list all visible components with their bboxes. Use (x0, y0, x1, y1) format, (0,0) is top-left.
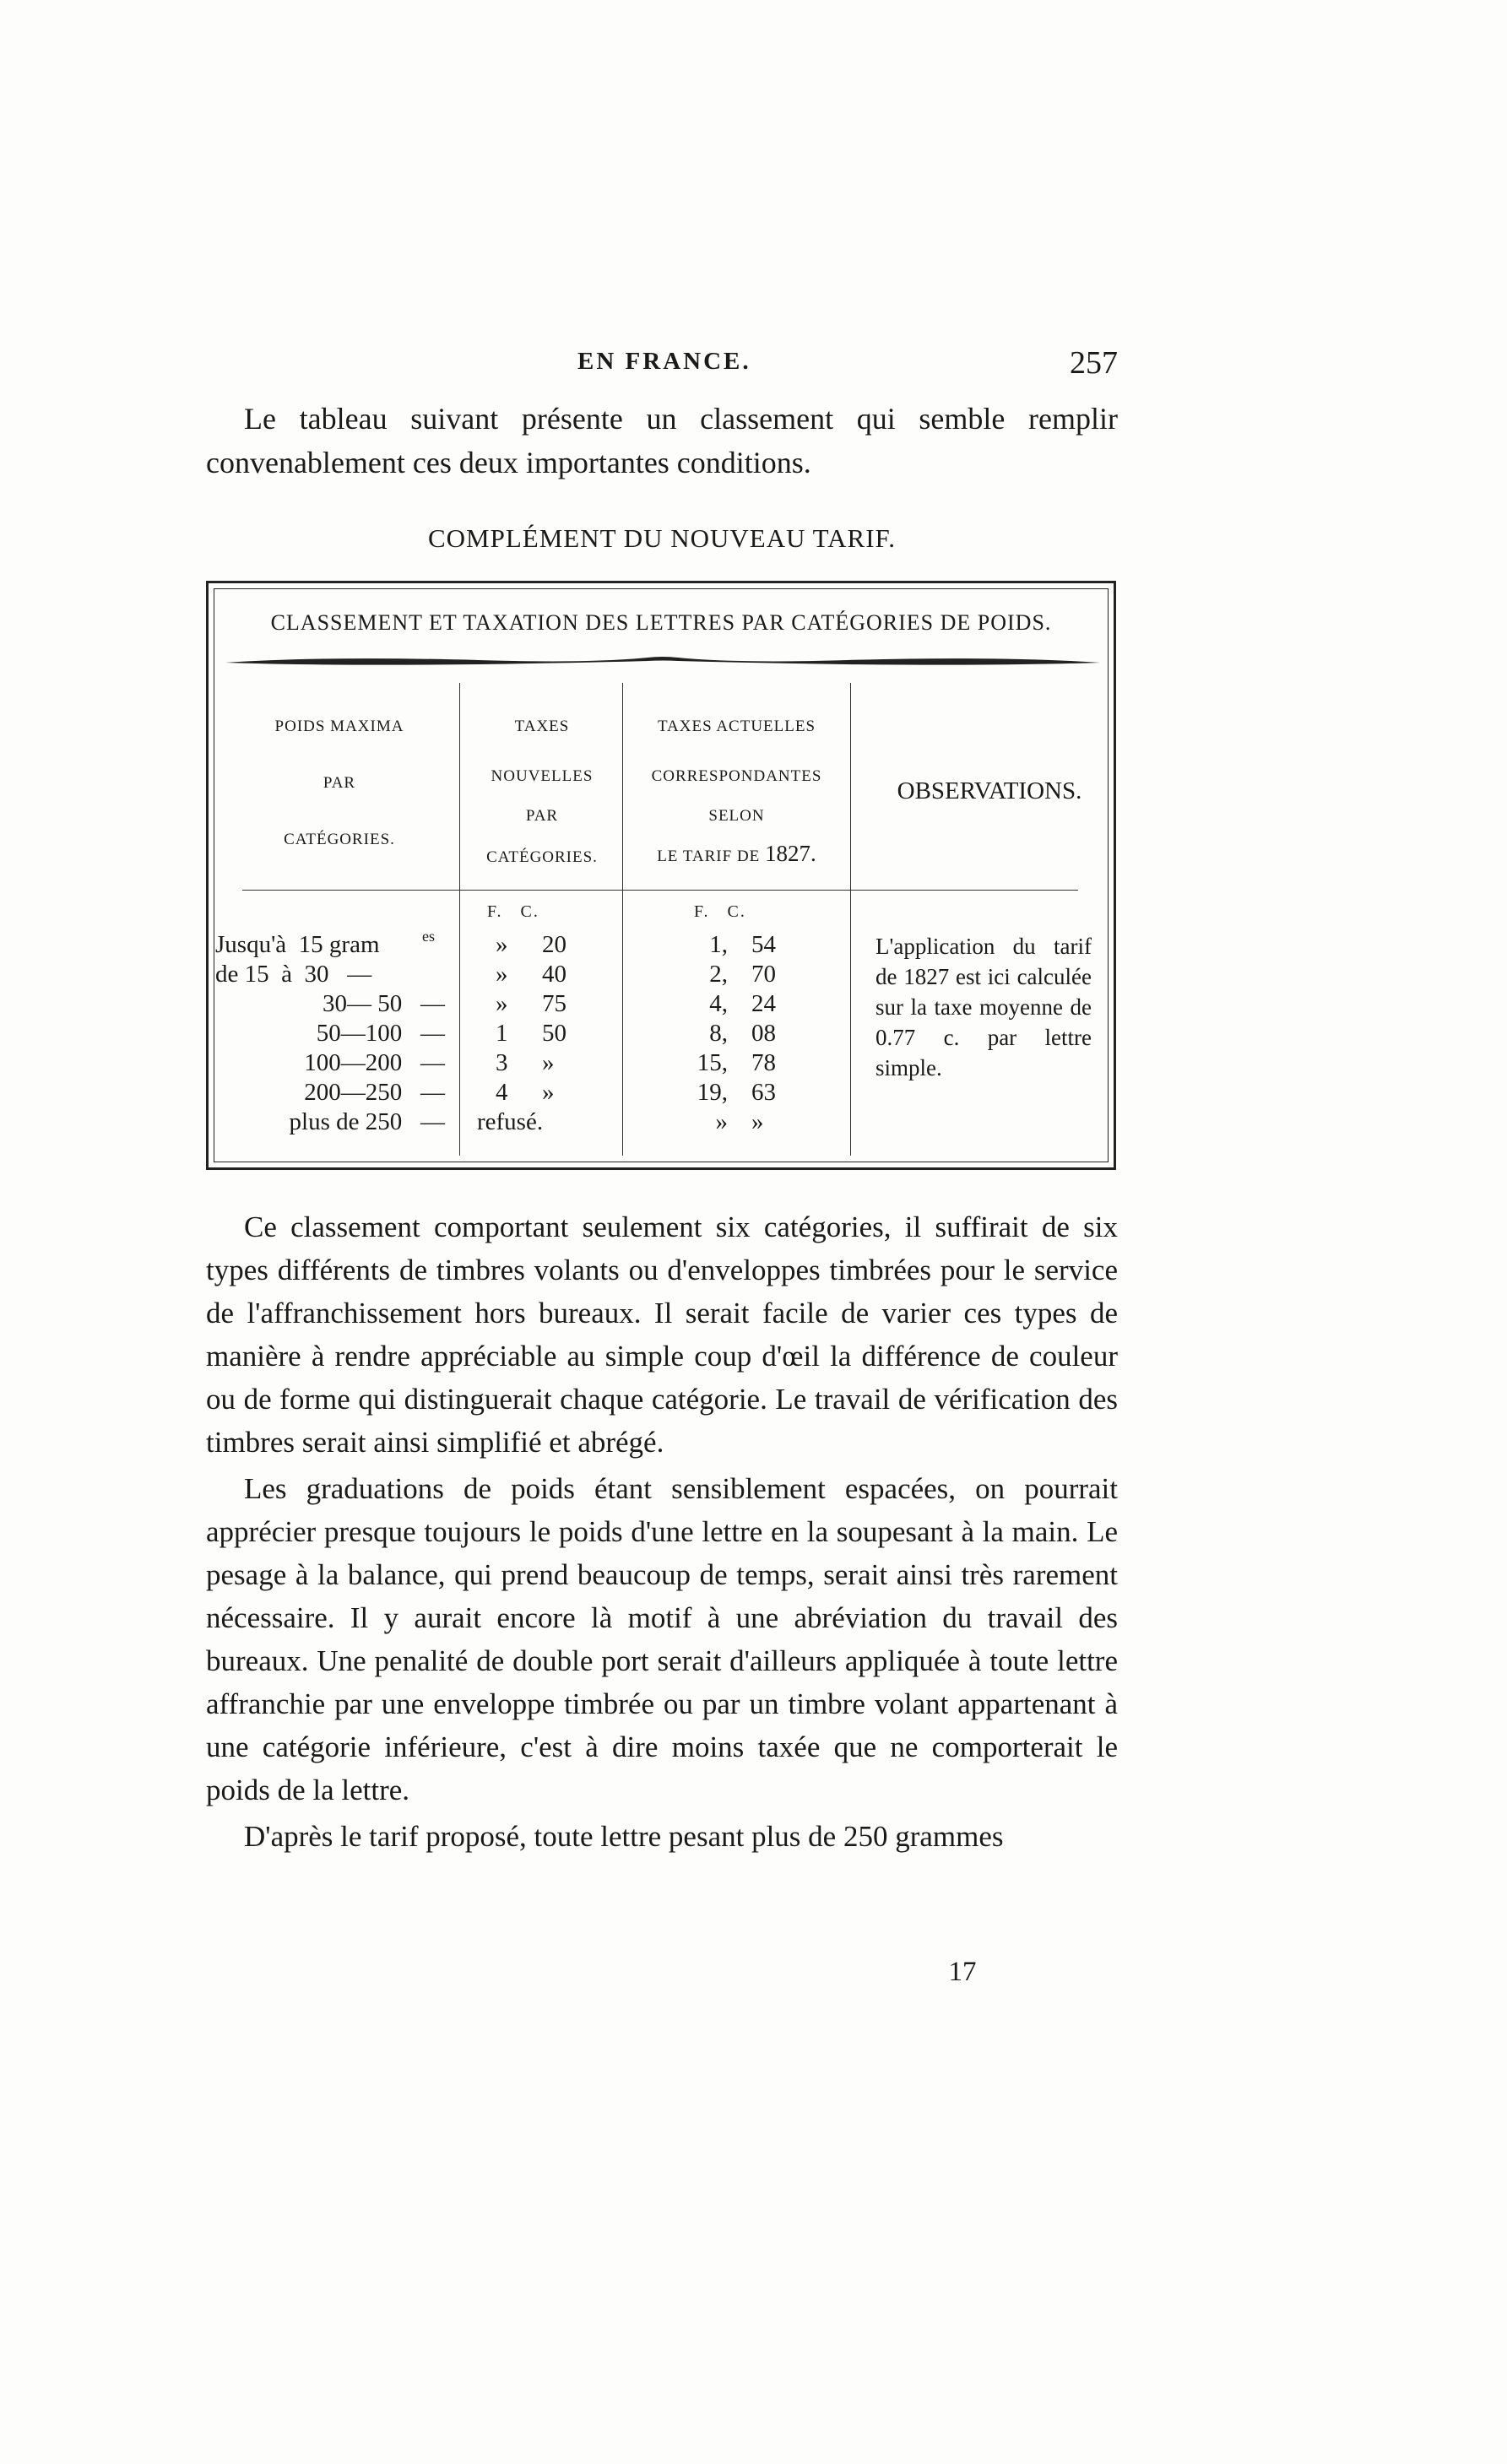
new-tax-centimes: » (542, 1079, 555, 1106)
intro-paragraph: Le tableau suivant présente un classement qui semble remplir convenablement ces deux importantes conditions. (206, 402, 1118, 479)
body-text (206, 1205, 1118, 1861)
old-tax-francs: 4, (709, 990, 728, 1017)
old-tax-centimes: » (751, 1108, 764, 1135)
old-tax-centimes: 70 (751, 961, 776, 988)
new-tax-centimes: 50 (542, 1020, 566, 1047)
col2-header-line2: NOUVELLES (491, 767, 594, 785)
weight-cell: 100—200 — (304, 1049, 445, 1076)
col-divider-1 (459, 683, 460, 1156)
col2-header-line4: CATÉGORIES. (486, 848, 598, 866)
weight-cell: 50—100 — (316, 1020, 445, 1047)
col3-header-line3: SELON (708, 807, 765, 825)
observations-header: OBSERVATIONS. (897, 777, 1082, 804)
new-tax-francs: refusé. (477, 1108, 544, 1135)
new-tax-francs: 3 (496, 1049, 508, 1076)
col3-header-line2: CORRESPONDANTES (651, 767, 822, 785)
old-tax-francs: 1, (709, 931, 728, 958)
new-tax-francs: » (496, 961, 508, 988)
col1-header-line3: CATÉGORIES. (284, 831, 395, 848)
old-tax-centimes: 54 (751, 931, 776, 958)
running-header (206, 344, 1118, 387)
col2-header-line3: PAR (525, 807, 559, 825)
col3-header-tarif: LE TARIF DE (657, 848, 761, 865)
weight-cell: plus de 250 — (289, 1108, 445, 1135)
weight-cell: 30— 50 — (323, 990, 445, 1017)
old-tax-francs: 8, (709, 1020, 728, 1047)
col3-header-line1: TAXES ACTUELLES (657, 718, 816, 735)
col2-unit-label: F. C. (487, 902, 539, 921)
col2-header (462, 718, 622, 865)
col3-unit-label: F. C. (694, 902, 746, 921)
old-tax-centimes: 24 (751, 990, 776, 1017)
header-separator (242, 890, 1078, 891)
body-paragraph-1: Ce classement comportant seulement six catégories, il suffirait de six types différents de timbres volants ou d'enveloppes timbrées pour le service de l'affranchissement hors bureaux. Il serait facile de varier ces types de manière à rendre appréciable au simple coup d'œil la différence de couleur ou de forme qui distinguerait chaque catégorie. Le travail de vérification des timbres serait ainsi simplifié et abrégé. (206, 1210, 1118, 1459)
col1-header-line1: POIDS MAXIMA (274, 718, 404, 735)
new-tax-centimes: 75 (542, 990, 566, 1017)
new-tax-centimes: 20 (542, 931, 566, 958)
weight-cell: de 15 à 30 — (215, 961, 372, 988)
body-paragraph-3: D'après le tarif proposé, toute lettre pesant plus de 250 grammes (244, 1820, 1004, 1853)
col1-header (230, 718, 449, 848)
col2-header-line1: TAXES (514, 718, 570, 735)
old-tax-francs: 19, (697, 1079, 728, 1106)
signature-mark: 17 (948, 1957, 977, 1987)
new-tax-centimes: » (542, 1049, 555, 1076)
new-tax-centimes: 40 (542, 961, 566, 988)
col-divider-3 (850, 683, 851, 1156)
col3-header (625, 718, 848, 865)
running-title: EN FRANCE. (577, 348, 751, 375)
tariff-table (206, 581, 1116, 1170)
old-tax-centimes: 78 (751, 1049, 776, 1076)
col3-header-line4 (625, 842, 848, 865)
weight-cell: 200—250 — (304, 1079, 445, 1106)
table-subtitle: COMPLÉMENT DU NOUVEAU TARIF. (427, 523, 897, 553)
weight-superscript: es (422, 928, 435, 945)
new-tax-francs: » (496, 990, 508, 1017)
observation-note: L'application du tarif de 1827 est ici calculée sur la taxe moyenne de 0.77 c. par lettre simple. (875, 934, 1092, 1080)
new-tax-francs: » (496, 931, 508, 958)
old-tax-francs: » (715, 1108, 728, 1135)
col-divider-2 (622, 683, 623, 1156)
new-tax-francs: 1 (496, 1020, 508, 1047)
col3-header-year: 1827. (765, 841, 816, 866)
new-tax-francs: 4 (496, 1079, 508, 1106)
table-title: CLASSEMENT ET TAXATION DES LETTRES PAR CATÉGORIES DE POIDS. (270, 610, 1052, 635)
body-paragraph-2: Les graduations de poids étant sensiblement espacées, on pourrait apprécier presque toujours le poids d'une lettre en la soupesant à la main. Le pesage à la balance, qui prend beaucoup de temps, serait ainsi très rarement nécessaire. Il y aurait encore là motif à une abréviation du travail des bureaux. Une penalité de double port serait d'ailleurs appliquée à toute lettre affranchie par une enveloppe timbrée ou par un timbre volant appartenant à une catégorie inférieure, c'est à dire moins taxée que ne comporterait le poids de la lettre. (206, 1472, 1118, 1806)
col1-header-line2: PAR (323, 774, 356, 792)
old-tax-francs: 2, (709, 961, 728, 988)
old-tax-centimes: 08 (751, 1020, 776, 1047)
old-tax-centimes: 63 (751, 1079, 776, 1106)
old-tax-francs: 15, (697, 1049, 728, 1076)
ornamental-rule (225, 653, 1100, 673)
page-number: 257 (1070, 345, 1118, 381)
weight-cell: Jusqu'à 15 gram (215, 931, 380, 958)
